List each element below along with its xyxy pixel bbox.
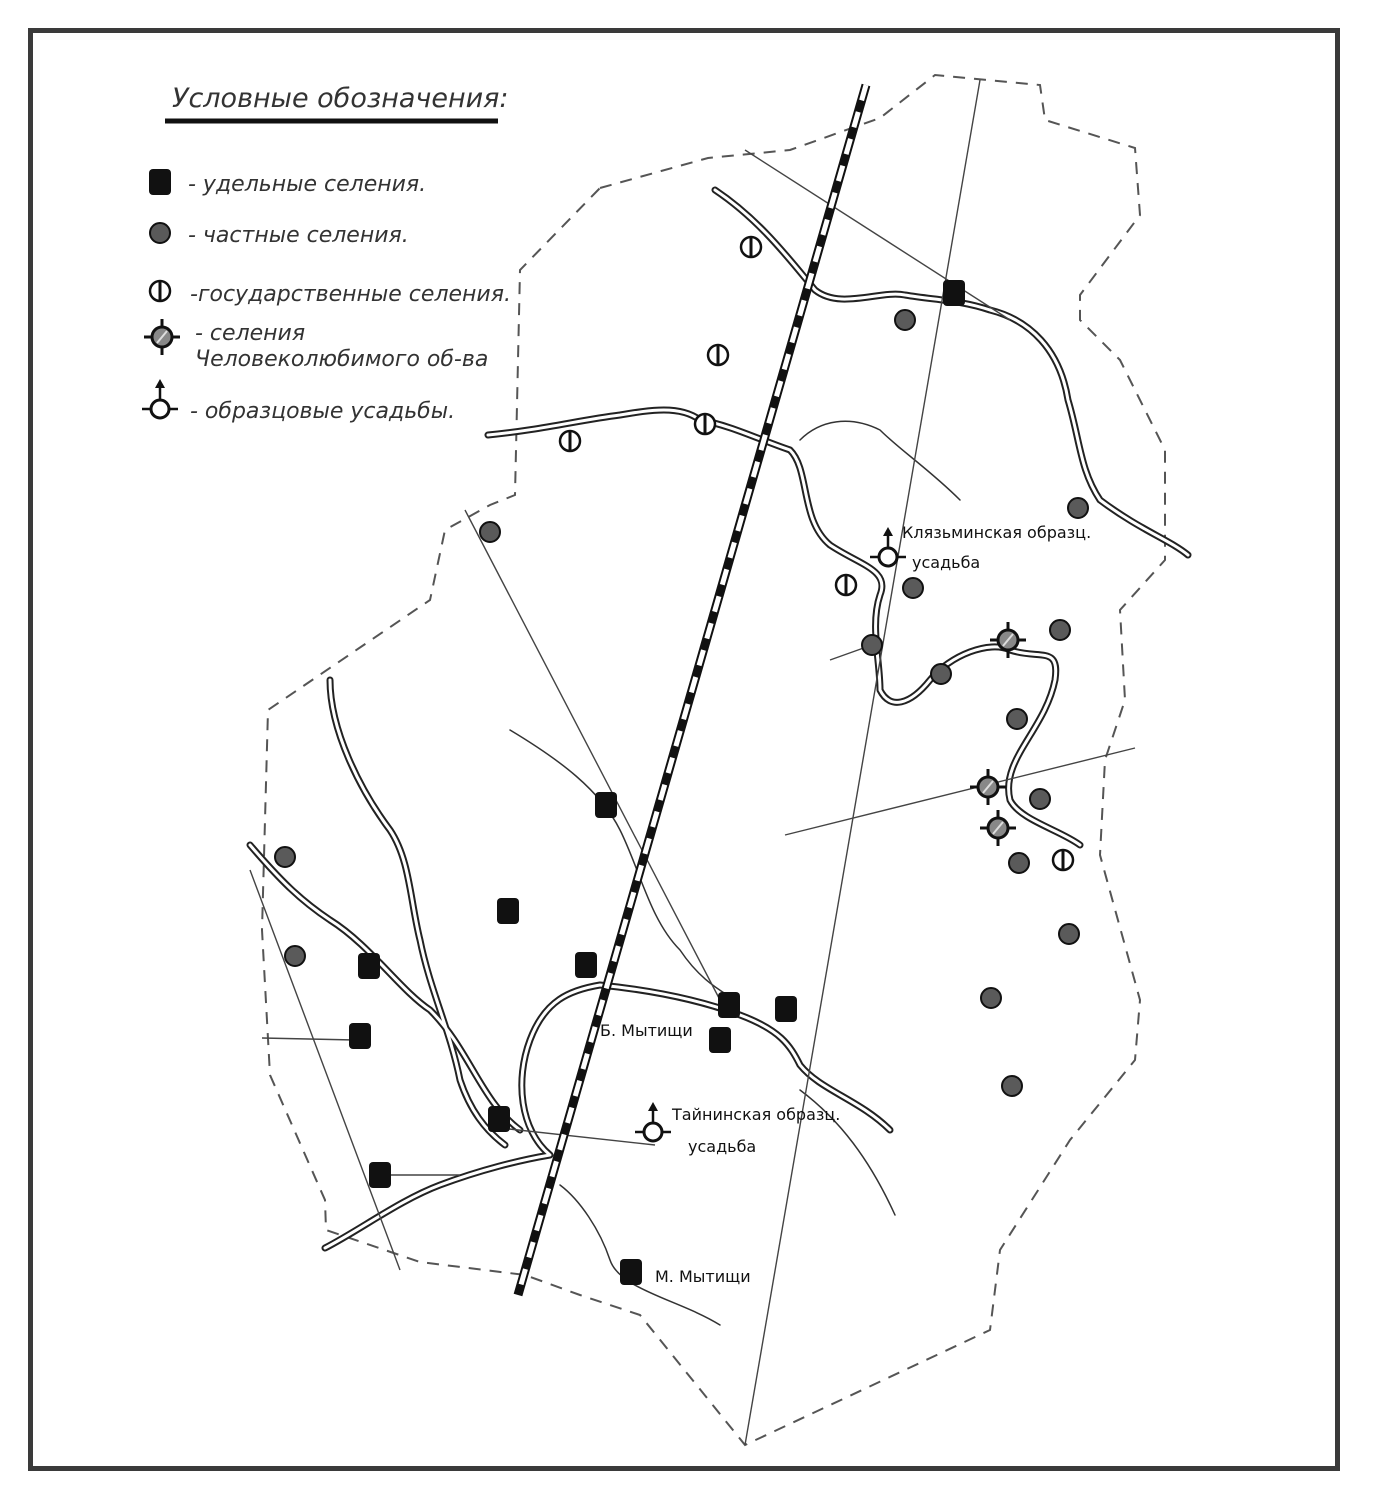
udel-village: [595, 792, 617, 818]
legend-private-label: - частные селения.: [188, 223, 409, 248]
label-tayninskaya-line2: усадьба: [688, 1137, 757, 1156]
legend: [142, 83, 511, 424]
udel-village: [718, 992, 740, 1018]
private-village: [1068, 498, 1088, 518]
state-village: [695, 414, 715, 434]
label-klyazminskaya-line1: Клязьминская образц.: [902, 523, 1092, 542]
private-village: [1030, 789, 1050, 809]
society-target-icon: [144, 319, 180, 355]
state-village: [836, 575, 856, 595]
udel-village: [349, 1023, 371, 1049]
legend-society-label-2: Человеколюбимого об-ва: [195, 347, 489, 372]
district-border: [262, 75, 1165, 1445]
private-village: [1002, 1076, 1022, 1096]
model-estates: [635, 527, 906, 1141]
society-village: [970, 769, 1006, 805]
udel-village: [709, 1027, 731, 1053]
udel-village: [943, 280, 965, 306]
private-dot-icon: [150, 223, 170, 243]
state-village: [708, 345, 728, 365]
state-village: [741, 237, 761, 257]
label-tayninskaya-line1: Тайнинская образц.: [672, 1105, 841, 1124]
udel-square-icon: [149, 169, 171, 195]
legend-state-label: -государственные селения.: [190, 282, 511, 307]
private-village: [903, 578, 923, 598]
society-village: [980, 810, 1016, 846]
private-village: [981, 988, 1001, 1008]
state-settlements: [560, 237, 1073, 870]
udel-village: [775, 996, 797, 1022]
private-village: [480, 522, 500, 542]
stream: [510, 730, 735, 1000]
label-bolshie-mytishchi: Б. Мытищи: [600, 1021, 693, 1040]
private-village: [1009, 853, 1029, 873]
legend-society-label-1: - селения: [195, 321, 306, 346]
udel-village: [575, 952, 597, 978]
udel-village: [488, 1106, 510, 1132]
state-circle-icon: [150, 281, 170, 301]
udel-village: [369, 1162, 391, 1188]
private-village: [931, 664, 951, 684]
state-village: [1053, 850, 1073, 870]
private-village: [285, 946, 305, 966]
udel-village: [358, 953, 380, 979]
legend-estate-label: - образцовые усадьбы.: [190, 399, 456, 424]
private-village: [1059, 924, 1079, 944]
model-estate-marker: [870, 527, 906, 566]
label-klyazminskaya-line2: усадьба: [912, 553, 981, 572]
label-malye-mytishchi: М. Мытищи: [655, 1267, 751, 1286]
legend-udel-label: - удельные селения.: [188, 172, 427, 197]
private-village: [275, 847, 295, 867]
udel-village: [497, 898, 519, 924]
legend-title: Условные обозначения:: [172, 83, 509, 114]
state-village: [560, 431, 580, 451]
udel-village: [620, 1259, 642, 1285]
private-village: [1050, 620, 1070, 640]
private-village: [862, 635, 882, 655]
model-estate-marker: [635, 1102, 671, 1141]
stream: [800, 421, 960, 500]
stream: [560, 1185, 720, 1325]
private-village: [1007, 709, 1027, 729]
model-estate-icon: [142, 379, 178, 418]
private-village: [895, 310, 915, 330]
